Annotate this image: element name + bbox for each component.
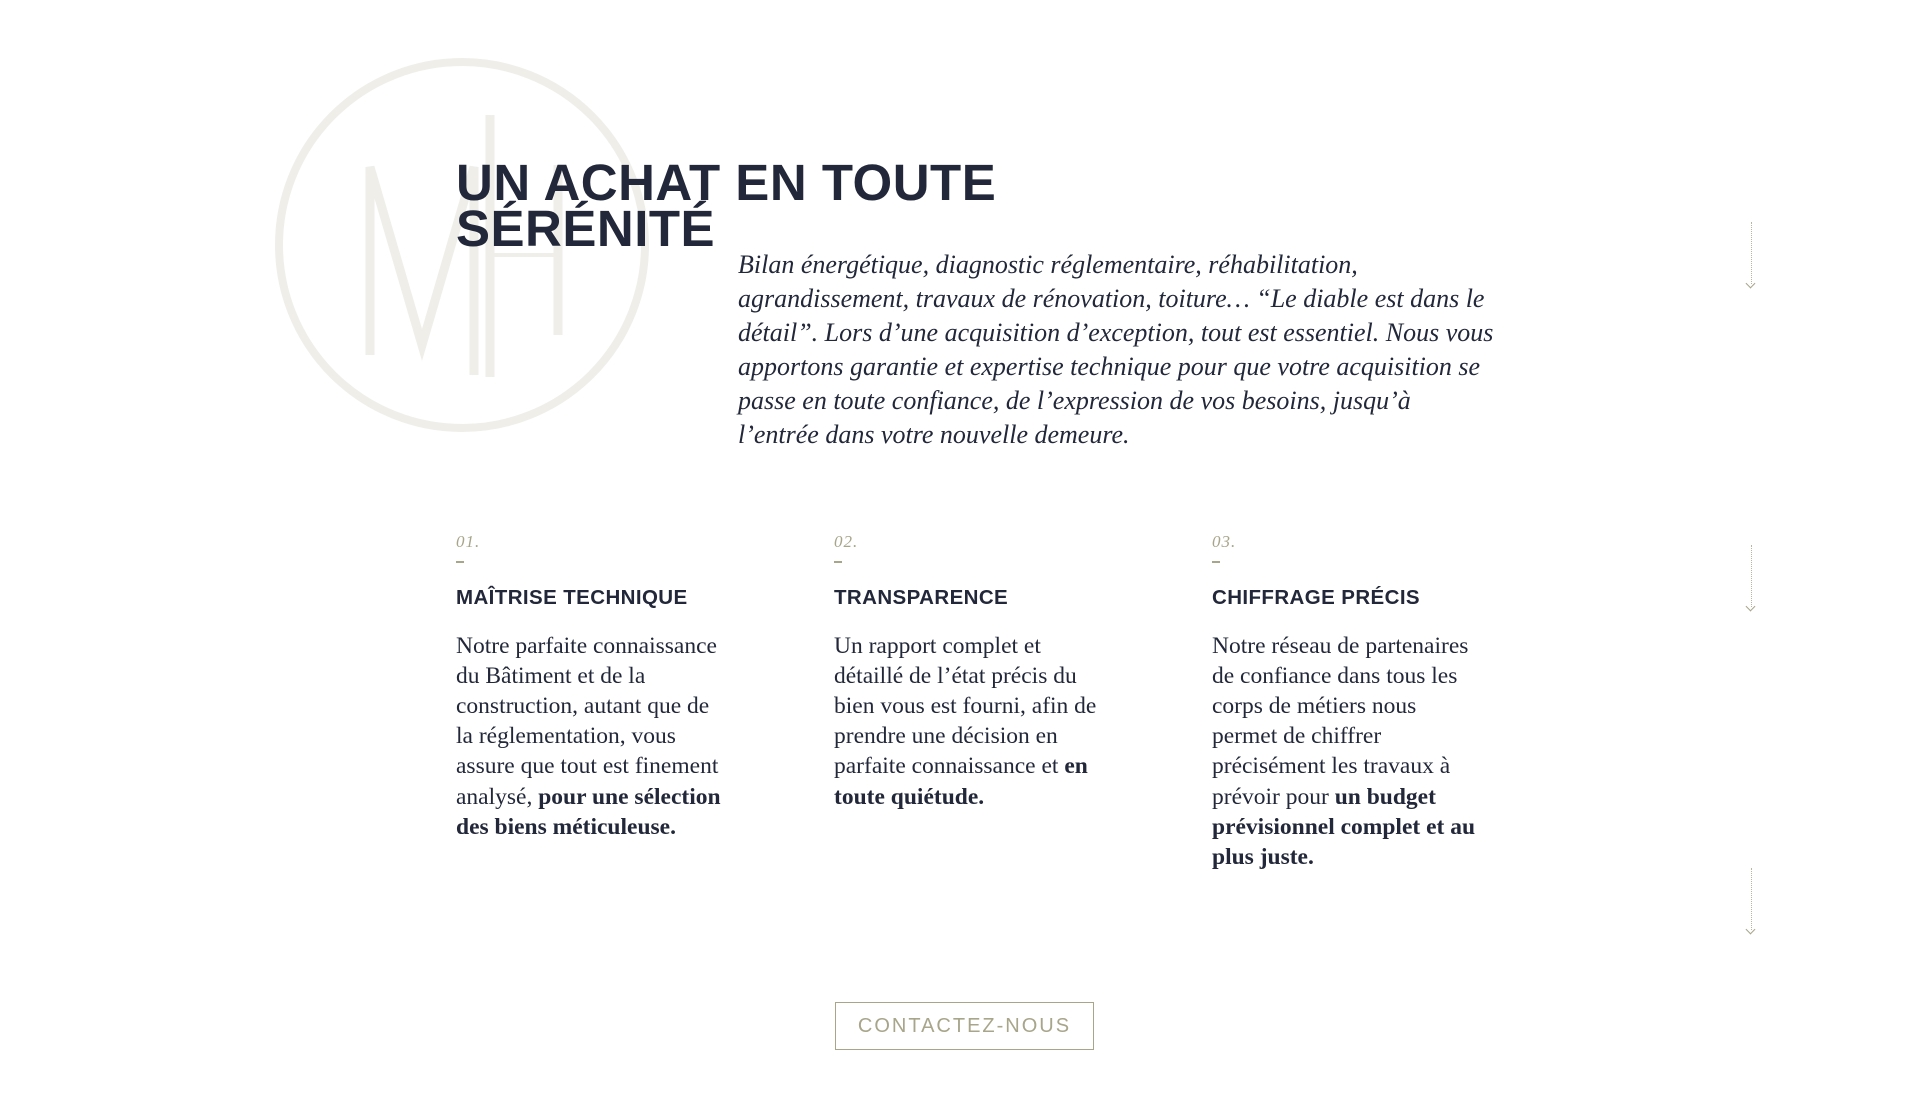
feature-text — [834, 631, 1104, 812]
feature-dash-divider — [456, 561, 464, 563]
chevron-down-icon — [1746, 925, 1756, 935]
feature-text-regular: Un rapport complet et détaillé de l’état précis du bien vous est fourni, afin de prendre une décision en parfaite connaissance et — [834, 632, 1097, 780]
scroll-indicator-dotted-line — [1751, 545, 1752, 607]
feature-column-precise-costing — [1212, 532, 1482, 872]
feature-text-bold: en toute quiétude. — [834, 753, 1088, 810]
feature-text — [456, 631, 726, 842]
feature-text-bold: pour une sélection des biens méticuleuse. — [456, 783, 721, 840]
feature-number: 01. — [456, 532, 481, 551]
feature-dash-divider — [1212, 561, 1220, 563]
scroll-indicator-dotted-line — [1751, 222, 1752, 284]
page-title — [456, 154, 1076, 257]
scroll-down-arrow-icon[interactable] — [1746, 868, 1758, 938]
feature-text — [1212, 631, 1482, 873]
feature-dash-divider — [834, 561, 842, 563]
feature-number: 03. — [1212, 532, 1237, 551]
feature-text-bold: un budget prévisionnel complet et au plus juste. — [1212, 783, 1476, 870]
intro-paragraph: Bilan énergétique, diagnostic réglementaire, réhabilitation, agrandissement, travaux de rénovation, toiture… “Le diable est dans le détail”. Lors d’une acquisition d’exception, tout est essentiel. Nous vous apportons garantie et expertise technique pour que votre acquisition se passe en toute confiance, de l’expression de vos besoins, jusqu’à l’entrée dans votre nouvelle demeure. — [738, 250, 1494, 449]
page-title-line-1: UN ACHAT EN TOUTE — [456, 154, 997, 211]
feature-text-regular: Notre parfaite connaissance du Bâtiment et de la construction, autant que de la réglementation, vous assure que tout est finement analysé, — [456, 632, 719, 810]
chevron-down-icon — [1746, 602, 1756, 612]
contact-us-button[interactable]: CONTACTEZ-NOUS — [835, 1002, 1094, 1050]
feature-title: CHIFFRAGE PRÉCIS — [1212, 585, 1420, 609]
feature-text-regular: Notre réseau de partenaires de confiance dans tous les corps de métiers nous permet de chiffrer précisément les travaux à prévoir pour — [1212, 632, 1469, 810]
chevron-down-icon — [1746, 279, 1756, 289]
scroll-indicator-dotted-line — [1751, 868, 1752, 930]
feature-column-technical-mastery — [456, 532, 726, 842]
scroll-down-arrow-icon[interactable] — [1746, 222, 1758, 292]
scroll-down-arrow-icon[interactable] — [1746, 545, 1758, 615]
page-title-line-2: SÉRÉNITÉ — [456, 200, 716, 257]
feature-title: MAÎTRISE TECHNIQUE — [456, 585, 688, 609]
feature-title: TRANSPARENCE — [834, 585, 1009, 609]
feature-number: 02. — [834, 532, 859, 551]
feature-column-transparency — [834, 532, 1104, 812]
